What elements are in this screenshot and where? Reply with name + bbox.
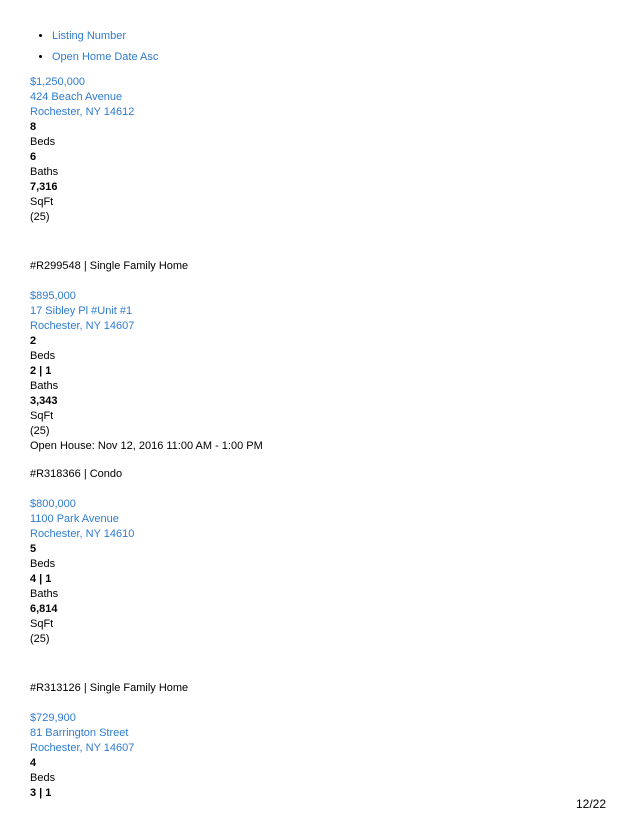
listing-address-link[interactable]: 1100 Park Avenue xyxy=(30,513,119,525)
listing-id-type: #R318366 | Condo xyxy=(30,468,123,480)
listing-address-link[interactable]: 81 Barrington Street xyxy=(30,727,129,739)
listing-card xyxy=(30,711,620,801)
listing-card xyxy=(30,289,620,482)
baths-label: Baths xyxy=(30,380,59,392)
listing-card xyxy=(30,75,620,274)
beds-label: Beds xyxy=(30,772,56,784)
listing-price-link[interactable]: $1,250,000 xyxy=(30,76,86,88)
baths-value: 2 | 1 xyxy=(30,365,52,377)
baths-value: 4 | 1 xyxy=(30,573,52,585)
sqft-value: 6,814 xyxy=(30,603,58,615)
beds-label: Beds xyxy=(30,136,56,148)
page-number: 12/22 xyxy=(575,797,606,811)
listing-id-type: #R313126 | Single Family Home xyxy=(30,682,189,694)
review-count: (25) xyxy=(30,211,50,223)
beds-value: 5 xyxy=(30,543,37,555)
listing-address-link[interactable]: 424 Beach Avenue xyxy=(30,91,123,103)
listing-city-link[interactable]: Rochester, NY 14607 xyxy=(30,742,135,754)
beds-value: 4 xyxy=(30,757,37,769)
open-house-text: Open House: Nov 12, 2016 11:00 AM - 1:00 PM xyxy=(30,440,263,452)
beds-label: Beds xyxy=(30,350,56,362)
baths-label: Baths xyxy=(30,166,59,178)
listing-price-link[interactable]: $895,000 xyxy=(30,290,76,302)
sort-link-open-home-date[interactable]: Open Home Date Asc xyxy=(52,51,159,63)
listing-city-link[interactable]: Rochester, NY 14612 xyxy=(30,106,135,118)
review-count: (25) xyxy=(30,425,50,437)
sort-option-listing-number xyxy=(52,29,620,50)
beds-value: 8 xyxy=(30,121,37,133)
sqft-label: SqFt xyxy=(30,618,54,630)
sort-options-list xyxy=(30,29,620,71)
listing-address-link[interactable]: 17 Sibley Pl #Unit #1 xyxy=(30,305,133,317)
baths-label: Baths xyxy=(30,588,59,600)
listing-id-type: #R299548 | Single Family Home xyxy=(30,260,189,272)
baths-value: 3 | 1 xyxy=(30,787,52,799)
baths-value: 6 xyxy=(30,151,37,163)
listing-city-link[interactable]: Rochester, NY 14607 xyxy=(30,320,135,332)
beds-value: 2 xyxy=(30,335,37,347)
review-count: (25) xyxy=(30,633,50,645)
listing-city-link[interactable]: Rochester, NY 14610 xyxy=(30,528,135,540)
beds-label: Beds xyxy=(30,558,56,570)
sqft-label: SqFt xyxy=(30,196,54,208)
listing-price-link[interactable]: $729,900 xyxy=(30,712,76,724)
sort-option-open-home-date xyxy=(52,50,620,71)
sort-link-listing-number[interactable]: Listing Number xyxy=(52,30,126,42)
sqft-value: 3,343 xyxy=(30,395,58,407)
sqft-label: SqFt xyxy=(30,410,54,422)
listing-price-link[interactable]: $800,000 xyxy=(30,498,76,510)
document-body xyxy=(30,29,620,801)
sqft-value: 7,316 xyxy=(30,181,58,193)
listing-card xyxy=(30,497,620,696)
